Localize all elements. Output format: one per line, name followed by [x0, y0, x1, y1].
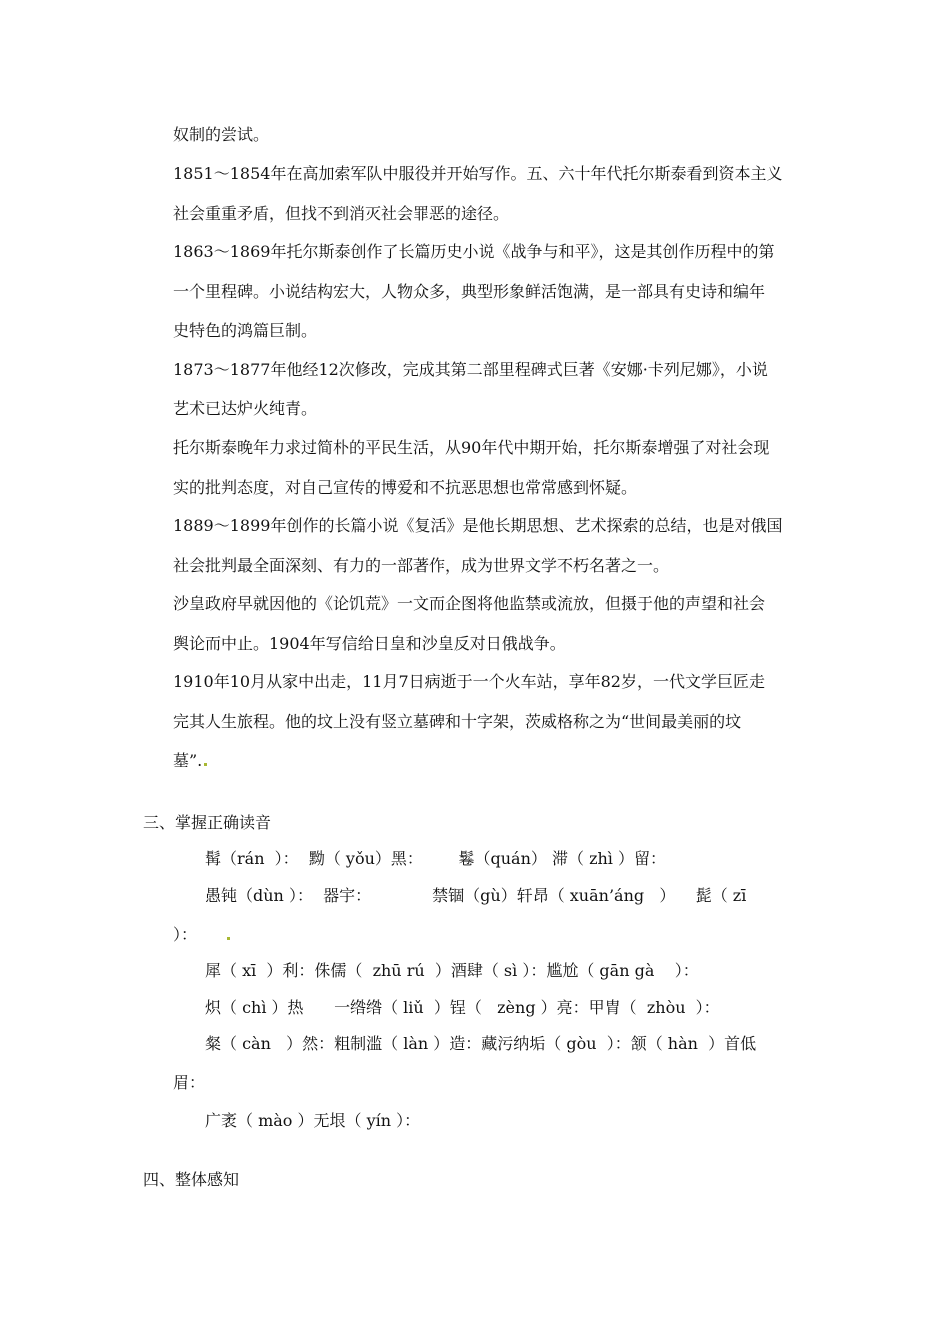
bio-line: 沙皇政府早就因他的《论饥荒》一文而企图将他监禁或流放，但摄于他的声望和社会	[173, 594, 766, 613]
bio-line: 社会批判最全面深刻、有力的一部著作，成为世界文学不朽名著之一。	[173, 556, 670, 575]
pronunciation-line: 广袤（ mào ）无垠（ yín ）：	[205, 1111, 421, 1130]
bio-line: 实的批判态度，对自己宣传的博爱和不抗恶思想也常常感到怀疑。	[173, 478, 638, 497]
bio-line: 完其人生旅程。他的坟上没有竖立墓碑和十字架，茨威格称之为“世间最美丽的坟	[173, 712, 742, 731]
bio-line: 一个里程碑。小说结构宏大，人物众多，典型形象鲜活饱满，是一部具有史诗和编年	[173, 282, 766, 301]
section-3-heading: 三、掌握正确读音	[143, 813, 272, 832]
bio-line: 艺术已达炉火纯青。	[173, 399, 318, 418]
bio-line: 史特色的鸿篇巨制。	[173, 321, 318, 340]
pronunciation-line	[173, 924, 230, 946]
bio-line: 舆论而中止。1904年写信给日皇和沙皇反对日俄战争。	[173, 634, 566, 653]
pronunciation-line: 眉：	[173, 1073, 206, 1092]
bio-line: 1910年10月从家中出走，11月7日病逝于一个火车站，享年82岁，一代文学巨匠走	[173, 672, 765, 691]
bio-line: 1851～1854年在高加索军队中服役并开始写作。五、六十年代托尔斯泰看到资本主义	[173, 164, 783, 183]
pronunciation-text: ）：	[173, 925, 198, 944]
marker-dot	[204, 763, 207, 766]
bio-line: 1889～1899年创作的长篇小说《复活》是他长期思想、艺术探索的总结，也是对俄国	[173, 516, 783, 535]
bio-line: 奴制的尝试。	[173, 125, 270, 144]
marker-dot	[227, 937, 230, 940]
pronunciation-line: 炽（ chì ）热 一绺绺（ liǔ ）锃（ zèng ）亮：甲胄（ zhòu ）：	[205, 998, 720, 1017]
bio-line: 1873～1877年他经12次修改，完成其第二部里程碑式巨著《安娜·卡列尼娜》，小说	[173, 360, 768, 379]
bio-line: 社会重重矛盾，但找不到消灭社会罪恶的途径。	[173, 204, 510, 223]
section-4-heading: 四、整体感知	[143, 1170, 240, 1189]
pronunciation-line: 犀（ xī ）利：侏儒（ zhū rú ）酒肆（ sì ）：尴尬（ gān gà ）：	[205, 961, 699, 980]
bio-line-last	[173, 750, 207, 772]
bio-line: 1863～1869年托尔斯泰创作了长篇历史小说《战争与和平》，这是其创作历程中的第	[173, 242, 775, 261]
bio-line-text: 墓”.	[173, 751, 203, 770]
pronunciation-line: 愚钝（dùn ）： 器宇： 禁锢（gù）轩昂（ xuān’áng ） 髭（ zī	[205, 886, 747, 905]
bio-line: 托尔斯泰晚年力求过简朴的平民生活，从90年代中期开始，托尔斯泰增强了对社会现	[173, 438, 770, 457]
pronunciation-line: 粲（ càn ）然：粗制滥（ làn ）造：藏污纳垢（ gòu ）：颔（ hàn ）首低	[205, 1034, 757, 1053]
pronunciation-line: 髯（rán ）： 黝（ yǒu）黑： 鬈（quán） 滞（ zhì ）留：	[205, 849, 667, 868]
